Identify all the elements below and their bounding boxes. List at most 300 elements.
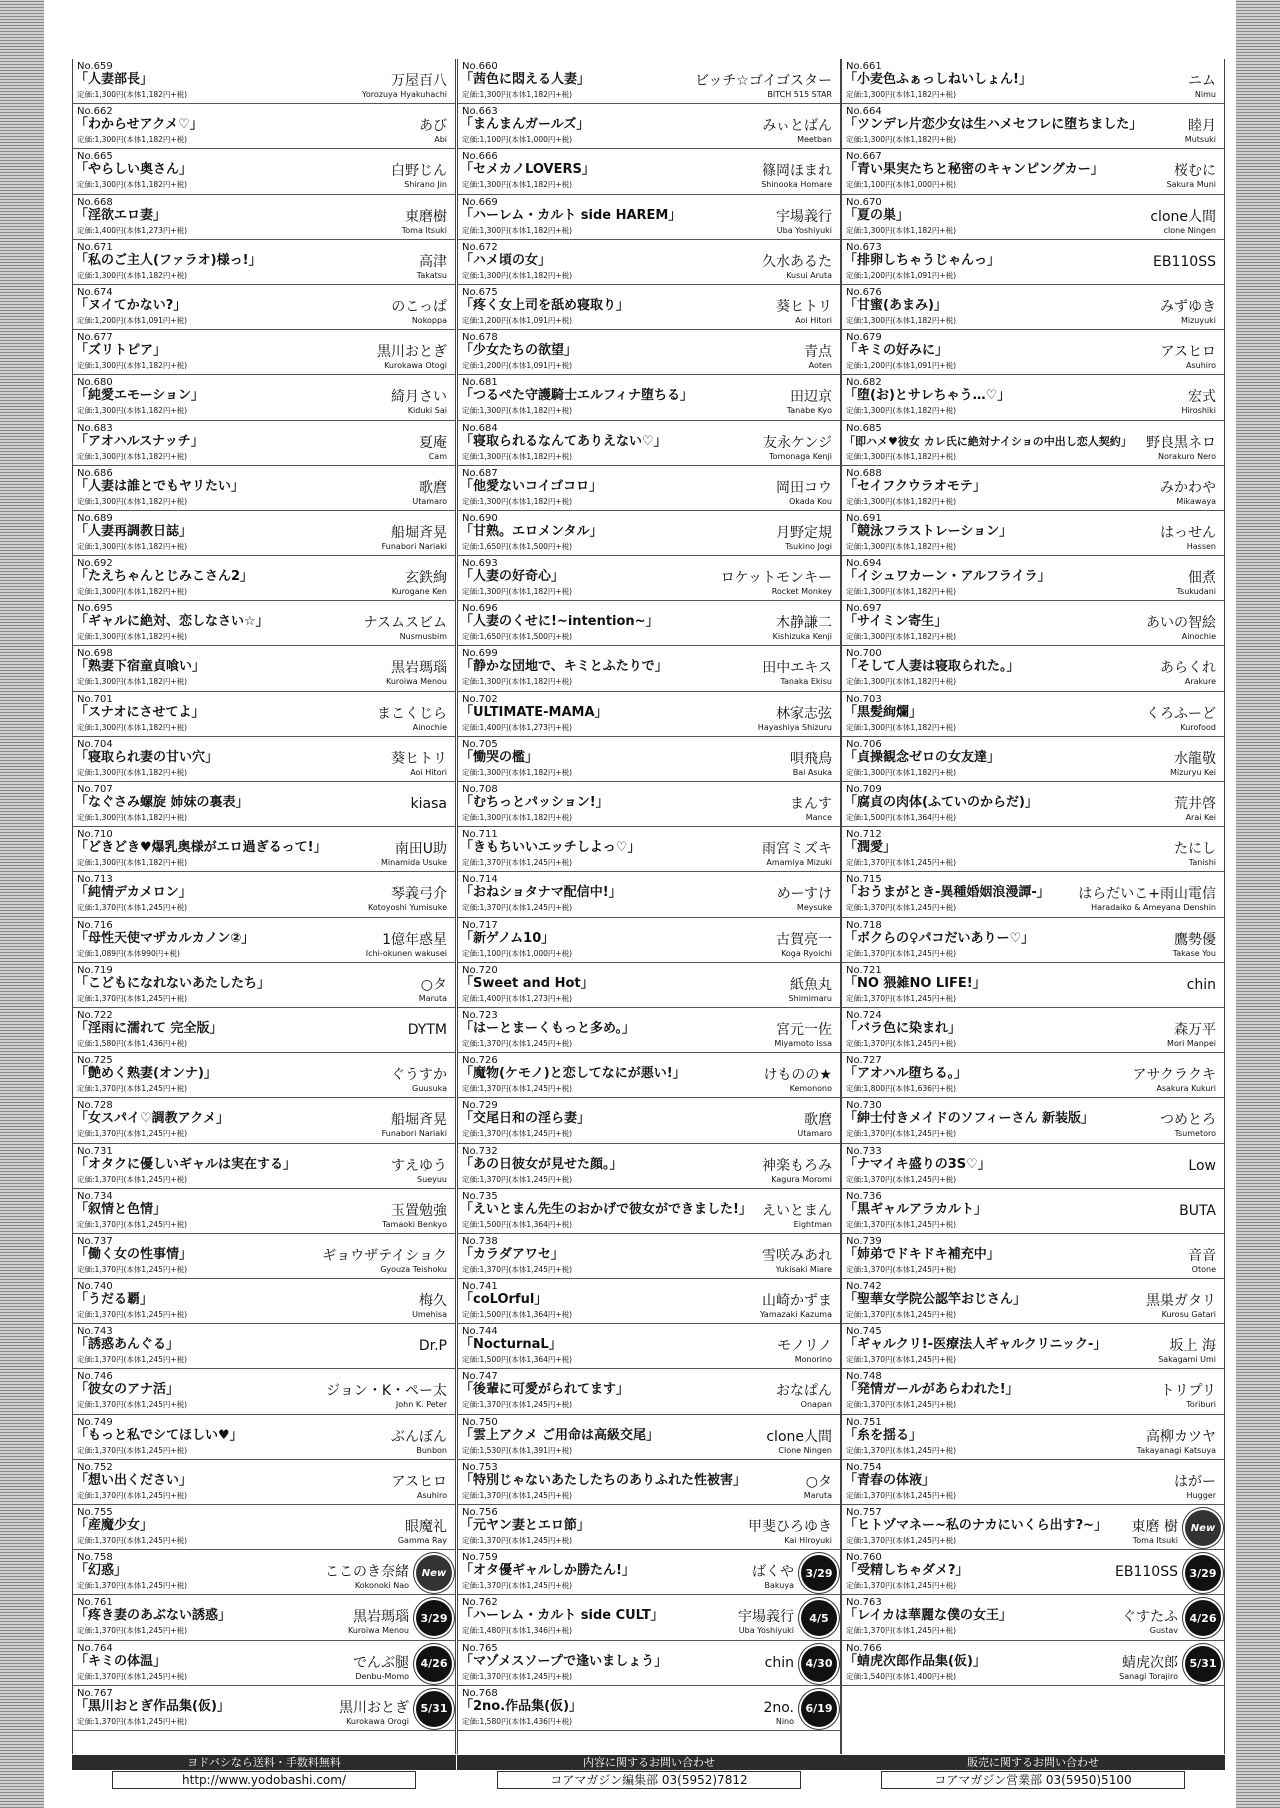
book-title: 「おうまがとき-異種婚姻浪漫譚-」 (844, 885, 1050, 901)
author-romaji: Asuhiro (1185, 361, 1216, 371)
author-name: ロケットモンキー (720, 570, 832, 587)
book-price: 定価:1,370円(本体1,245円+税) (77, 1445, 188, 1455)
author-romaji: Hugger (1186, 1490, 1216, 1500)
list-item (73, 330, 455, 375)
author-romaji: Shinooka Homare (761, 180, 832, 190)
list-item (458, 59, 840, 104)
list-item (458, 1369, 840, 1414)
list-item (73, 1189, 455, 1234)
author-name: 宮元一佐 (776, 1021, 832, 1038)
author-name: 野良黒ネロ (1146, 434, 1216, 451)
book-title: 「ナマイキ盛りの3S♡」 (844, 1156, 991, 1172)
book-title: 「スナオにさせてよ」 (75, 704, 205, 720)
author-name: はっせん (1160, 524, 1216, 541)
author-romaji: Kishizuka Kenji (772, 632, 832, 642)
author-romaji: Umehisa (412, 1310, 447, 1320)
catalog-number: No.713 (77, 874, 113, 886)
book-title: 「小麦色ふぁっしねいしょん!」 (844, 72, 1032, 87)
book-title: 「特別じゃないあたしたちのありふれた性被害」 (460, 1472, 747, 1488)
book-title: 「NocturnaL」 (460, 1337, 562, 1353)
list-item (458, 1505, 840, 1550)
catalog-number: No.761 (77, 1597, 113, 1609)
list-item (73, 1324, 455, 1369)
book-price: 定価:1,300円(本体1,182円+税) (77, 496, 188, 506)
book-title: 「おねショタナマ配信中!」 (460, 885, 622, 901)
release-date-badge: 3/29 (801, 1555, 837, 1591)
author-romaji: Uba Yoshiyuki (776, 225, 832, 235)
book-price: 定価:1,100円(本体1,000円+税) (462, 135, 573, 145)
author-romaji: Funabori Nariaki (381, 1129, 447, 1139)
list-item (842, 646, 1224, 691)
author-romaji: clone Ningen (1163, 225, 1216, 235)
book-title: 「少女たちの欲望」 (460, 343, 578, 359)
author-name: ばくや (752, 1564, 794, 1581)
list-item (842, 1505, 1224, 1550)
author-name: BUTA (1179, 1202, 1216, 1219)
list-item (842, 104, 1224, 149)
book-price: 定価:1,370円(本体1,245円+税) (846, 1445, 957, 1455)
author-romaji: Okada Kou (788, 496, 832, 506)
book-title: 「淫雨に濡れて 完全版」 (75, 1020, 223, 1036)
author-romaji: Mizuryu Kei (1169, 767, 1216, 777)
list-item (842, 195, 1224, 240)
book-price: 定価:1,370円(本体1,245円+税) (77, 1400, 188, 1410)
book-title: 「私のご主人(ファラオ)様っ!」 (75, 252, 262, 268)
book-title: 「熟妻下宿童貞喰い」 (75, 659, 206, 675)
book-title: 「魔物(ケモノ)と恋してなにが悪い!」 (460, 1066, 686, 1082)
book-price: 定価:1,300円(本体1,182円+税) (77, 270, 188, 280)
book-price: 定価:1,370円(本体1,245円+税) (77, 1355, 188, 1365)
list-item (458, 646, 840, 691)
author-name: 葵ヒトリ (391, 750, 447, 767)
catalog-number: No.708 (462, 784, 498, 795)
list-item (458, 1144, 840, 1189)
catalog-number: No.674 (77, 286, 113, 298)
author-romaji: Tanaka Ekisu (780, 677, 832, 687)
author-romaji: Koga Ryoichi (781, 948, 832, 958)
author-romaji: Kotoyoshi Yumisuke (368, 903, 447, 913)
author-romaji: Nusmusbim (399, 632, 447, 642)
book-price: 定価:1,300円(本体1,182円+税) (462, 587, 573, 597)
right-margin-pattern (1236, 0, 1280, 1808)
catalog-number: No.707 (77, 784, 113, 795)
book-price: 定価:1,500円(本体1,364円+税) (462, 1219, 573, 1229)
list-item (458, 511, 840, 556)
list-item (458, 556, 840, 601)
catalog-number: No.703 (846, 693, 882, 705)
author-romaji: Arakure (1184, 677, 1216, 687)
author-romaji: Denbu-Momo (355, 1671, 409, 1681)
book-title: 「淫欲エロ妻」 (75, 207, 167, 223)
author-name: 東磨樹 (405, 208, 447, 225)
book-title: 「他愛ないコイゴコロ」 (460, 478, 603, 494)
list-item (842, 59, 1224, 104)
author-name: kiasa (410, 796, 447, 812)
author-name: くろふーど (1146, 705, 1216, 722)
author-name: 玉置勉強 (391, 1202, 447, 1219)
catalog-number: No.717 (462, 919, 498, 931)
catalog-number: No.719 (77, 964, 113, 976)
author-romaji: Yamazaki Kazuma (760, 1310, 832, 1320)
author-romaji: Kuroiwa Menou (348, 1626, 409, 1636)
list-item (842, 1595, 1224, 1640)
book-price: 定価:1,300円(本体1,182円+税) (77, 722, 188, 732)
book-title: 「わからせアクメ♡」 (75, 117, 203, 133)
contact-box-1 (72, 1755, 456, 1791)
catalog-number: No.767 (77, 1687, 113, 1699)
author-romaji: Mizuyuki (1180, 315, 1216, 325)
book-title: 「オタクに優しいギャルは実在する」 (75, 1156, 297, 1172)
new-badge: New (416, 1555, 452, 1591)
book-price: 定価:1,370円(本体1,245円+税) (462, 903, 573, 913)
book-title: 「後輩に可愛がられてます」 (460, 1382, 630, 1398)
book-price: 定価:1,300円(本体1,182円+税) (846, 722, 957, 732)
catalog-number: No.725 (77, 1055, 113, 1067)
store-url-link[interactable]: http://www.yodobashi.com/ (112, 1771, 416, 1789)
author-name: えいとまん (762, 1202, 832, 1219)
catalog-column-1 (72, 59, 456, 1754)
release-date-badge: 5/31 (416, 1691, 452, 1727)
book-title: 「2no.作品集(仮)」 (460, 1698, 583, 1714)
author-name: 鷹勢優 (1174, 931, 1216, 948)
catalog-number: No.729 (462, 1100, 498, 1112)
book-title: 「純愛エモーション」 (75, 388, 204, 404)
book-price: 定価:1,370円(本体1,245円+税) (77, 1219, 188, 1229)
book-title: 「オタ優ギャルしか勝たん!」 (460, 1563, 635, 1579)
book-title: 「ULTIMATE-MAMA」 (460, 704, 608, 720)
catalog-number: No.688 (846, 467, 882, 479)
author-romaji: Meysuke (796, 903, 832, 913)
author-romaji: Sanagi Torajiro (1119, 1671, 1178, 1681)
catalog-number: No.731 (77, 1145, 113, 1157)
book-price: 定価:1,300円(本体1,182円+税) (462, 270, 573, 280)
book-price: 定価:1,370円(本体1,245円+税) (846, 1400, 957, 1410)
catalog-number: No.762 (462, 1597, 498, 1609)
list-item (73, 1550, 455, 1595)
author-romaji: Takayanagi Katsuya (1136, 1445, 1216, 1455)
catalog-number: No.695 (77, 603, 113, 615)
book-title: 「どきどき♥爆乳奥様がエロ過ぎるって!」 (75, 840, 327, 856)
author-romaji: Bunbon (416, 1445, 447, 1455)
book-price: 定価:1,300円(本体1,182円+税) (462, 813, 573, 822)
catalog-number: No.702 (462, 693, 498, 705)
author-romaji: Asuhiro (416, 1490, 447, 1500)
book-price: 定価:1,300円(本体1,182円+税) (77, 135, 188, 145)
author-romaji: Toma Itsuki (1132, 1536, 1178, 1545)
author-name: トリプリ (1160, 1383, 1216, 1400)
catalog-number: No.742 (846, 1281, 882, 1293)
catalog-number: No.701 (77, 693, 113, 705)
author-name: ニム (1188, 73, 1216, 89)
catalog-number: No.744 (462, 1326, 498, 1338)
book-price: 定価:1,370円(本体1,245円+税) (462, 1084, 573, 1094)
catalog-number: No.734 (77, 1190, 113, 1202)
list-item (73, 646, 455, 691)
book-title: 「黒川おとぎ作品集(仮)」 (75, 1698, 230, 1714)
author-romaji: Takase You (1172, 948, 1216, 958)
catalog-number: No.747 (462, 1371, 498, 1383)
list-item (842, 1144, 1224, 1189)
author-name: 黒岩瑪瑙 (353, 1609, 409, 1626)
author-name: 歌麿 (419, 479, 447, 496)
catalog-number: No.704 (77, 738, 113, 750)
book-title: 「蜻虎次郎作品集(仮)」 (844, 1653, 986, 1669)
catalog-number: No.693 (462, 558, 498, 570)
book-title: 「寝取られ妻の甘い穴」 (75, 749, 219, 765)
author-romaji: Yorozuya Hyakuhachi (362, 90, 447, 99)
author-name: chin (764, 1654, 794, 1671)
catalog-number: No.705 (462, 738, 498, 750)
book-title: 「紳士付きメイドのソフィーさん 新装版」 (844, 1111, 1094, 1127)
list-item (458, 1550, 840, 1595)
catalog-number: No.686 (77, 467, 113, 479)
list-item (842, 466, 1224, 511)
catalog-number: No.711 (462, 829, 498, 841)
author-romaji: Mutsuki (1184, 135, 1216, 145)
book-price: 定価:1,370円(本体1,245円+税) (77, 1581, 188, 1591)
book-title: 「甘熟。エロメンタル」 (460, 523, 603, 539)
book-title: 「糸を揺る」 (844, 1427, 923, 1443)
author-name: モノリノ (777, 1338, 832, 1355)
book-price: 定価:1,370円(本体1,245円+税) (846, 948, 957, 958)
contact-box-2 (457, 1755, 841, 1791)
author-romaji: Rocket Monkey (771, 587, 832, 597)
catalog-number: No.663 (462, 106, 498, 118)
catalog-number: No.736 (846, 1190, 882, 1202)
list-item (458, 692, 840, 737)
catalog-number: No.698 (77, 648, 113, 660)
catalog-number: No.681 (462, 377, 498, 389)
author-name: つめとろ (1160, 1112, 1216, 1129)
author-romaji: Gyouza Teishoku (380, 1264, 447, 1274)
book-price: 定価:1,300円(本体1,182円+税) (462, 451, 573, 461)
list-item (73, 1505, 455, 1550)
list-item (458, 1279, 840, 1324)
catalog-number: No.755 (77, 1507, 113, 1518)
author-name: 葵ヒトリ (776, 298, 832, 315)
book-title: 「セメカノLOVERS」 (460, 162, 595, 178)
book-title: 「そして人妻は寝取られた。」 (844, 659, 1020, 675)
book-price: 定価:1,300円(本体1,182円+税) (77, 541, 188, 551)
book-price: 定価:1,370円(本体1,245円+税) (77, 1490, 188, 1500)
list-item (73, 240, 455, 285)
left-margin-pattern (0, 0, 44, 1808)
author-romaji: Sakura Muni (1166, 180, 1216, 190)
book-title: 「もっと私でシてほしい♥」 (75, 1427, 243, 1443)
author-name: 水龍敬 (1174, 750, 1216, 767)
book-title: 「発情ガールがあらわれた!」 (844, 1382, 1019, 1398)
catalog-number: No.720 (462, 964, 498, 976)
book-price: 定価:1,400円(本体1,273円+税) (462, 993, 573, 1003)
book-price: 定価:1,370円(本体1,245円+税) (846, 1219, 957, 1229)
book-title: 「カラダアワセ」 (460, 1246, 564, 1262)
book-title: 「サイミン寄生」 (844, 614, 948, 630)
list-item (458, 330, 840, 375)
book-price: 定価:1,300円(本体1,182円+税) (846, 677, 957, 687)
catalog-number: No.718 (846, 919, 882, 931)
list-item (842, 692, 1224, 737)
catalog-number: No.682 (846, 377, 882, 389)
author-name: アサクラクキ (1132, 1067, 1216, 1084)
list-item (842, 1641, 1224, 1686)
release-date-badge: 4/30 (801, 1646, 837, 1682)
book-title: 「ズリトピア」 (75, 343, 167, 359)
catalog-number: No.740 (77, 1281, 113, 1293)
list-item (73, 1369, 455, 1414)
catalog-column-2 (457, 59, 841, 1754)
list-item (842, 1369, 1224, 1414)
author-name: 雪咲みあれ (762, 1247, 832, 1264)
list-item (73, 1234, 455, 1279)
author-name: 宇場義行 (776, 208, 832, 225)
list-item (458, 918, 840, 963)
list-item (842, 421, 1224, 466)
book-title: 「想い出ください」 (75, 1472, 193, 1488)
list-item (73, 1415, 455, 1460)
book-title: 「青春の体液」 (844, 1472, 936, 1488)
book-price: 定価:1,500円(本体1,364円+税) (462, 1355, 573, 1365)
author-romaji: Haradaiko & Ameyana Denshin (1091, 903, 1216, 913)
catalog-number: No.680 (77, 377, 113, 389)
list-item (458, 963, 840, 1008)
book-price: 定価:1,300円(本体1,182円+税) (462, 406, 573, 416)
book-title: 「まんまんガールズ」 (460, 117, 590, 133)
author-romaji: Maruta (418, 993, 447, 1003)
author-name: 黒川おとぎ (339, 1699, 409, 1716)
author-romaji: Kuroiwa Menou (386, 677, 447, 687)
catalog-number: No.694 (846, 558, 882, 570)
list-item (73, 195, 455, 240)
list-item (842, 782, 1224, 827)
book-title: 「聖華女学院公認竿おじさん」 (844, 1292, 1027, 1308)
author-romaji: Tomonaga Kenji (769, 451, 832, 461)
catalog-number: No.716 (77, 919, 113, 931)
author-romaji: Gamma Ray (397, 1536, 447, 1545)
list-item (458, 1053, 840, 1098)
author-name: 東磨 樹 (1131, 1519, 1178, 1535)
author-name: ギョウザテイショク (322, 1247, 447, 1264)
book-title: 「元ヤン妻とエロ節」 (460, 1518, 590, 1533)
catalog-number: No.697 (846, 603, 882, 615)
book-title: 「人妻再調教日誌」 (75, 523, 193, 539)
author-romaji: Monorino (794, 1355, 832, 1365)
book-price: 定価:1,370円(本体1,245円+税) (846, 1581, 957, 1591)
list-item (458, 421, 840, 466)
author-name: 船堀斉晃 (391, 1112, 447, 1129)
list-item (73, 692, 455, 737)
author-name: 甲斐ひろゆき (748, 1519, 832, 1535)
list-item (73, 827, 455, 872)
release-date-badge: 5/31 (1185, 1646, 1221, 1682)
catalog-number: No.685 (846, 422, 882, 434)
author-name: おなぱん (776, 1383, 832, 1400)
list-item (73, 872, 455, 917)
list-item (842, 240, 1224, 285)
catalog-number: No.752 (77, 1461, 113, 1473)
book-title: 「排卵しちゃうじゃんっ」 (844, 252, 1001, 268)
author-name: DYTM (407, 1021, 447, 1038)
author-romaji: Uba Yoshiyuki (738, 1626, 794, 1636)
list-item (842, 1415, 1224, 1460)
book-title: 「はーとまーくもっと多め。」 (460, 1020, 635, 1036)
author-name: 黒岩瑪瑙 (391, 660, 447, 677)
list-item (458, 285, 840, 330)
list-item (73, 556, 455, 601)
book-title: 「ギャルクリ!-医療法人ギャルクリニック-」 (844, 1337, 1107, 1353)
book-title: 「静かな団地で、キミとふたりで」 (460, 659, 668, 675)
author-romaji: Kurokawa Otogi (384, 361, 447, 371)
author-romaji: Arai Kei (1185, 813, 1216, 822)
contact-footer (72, 1755, 1236, 1791)
author-romaji: Aoten (808, 361, 832, 371)
list-item (73, 285, 455, 330)
catalog-number: No.758 (77, 1552, 113, 1564)
author-name: chin (1186, 976, 1216, 993)
book-price: 定価:1,370円(本体1,245円+税) (846, 1626, 957, 1636)
list-item (73, 1053, 455, 1098)
release-date-badge: 3/29 (416, 1600, 452, 1636)
book-price: 定価:1,370円(本体1,245円+税) (77, 1626, 188, 1636)
list-item (73, 963, 455, 1008)
author-romaji: Funabori Nariaki (381, 541, 447, 551)
author-name: 船堀斉晃 (391, 524, 447, 541)
author-name: ○タ (420, 976, 447, 993)
book-price: 定価:1,370円(本体1,245円+税) (462, 1490, 573, 1500)
catalog-number: No.677 (77, 332, 113, 344)
author-romaji: Kiduki Sai (407, 406, 447, 416)
book-title: 「イシュワカーン・アルフライラ」 (844, 569, 1051, 585)
book-title: 「ハメ頃の女」 (460, 252, 552, 268)
book-title: 「うだる覇」 (75, 1292, 154, 1308)
book-price: 定価:1,370円(本体1,245円+税) (462, 1400, 573, 1410)
book-price: 定価:1,100円(本体1,000円+税) (462, 948, 573, 958)
book-title: 「ハーレム・カルト side HAREM」 (460, 207, 682, 223)
list-item (842, 601, 1224, 646)
catalog-number: No.738 (462, 1235, 498, 1247)
author-name: まこくじら (377, 705, 447, 722)
contact-phone: コアマガジン営業部 03(5950)5100 (881, 1771, 1185, 1789)
list-item (73, 466, 455, 511)
list-item (458, 1008, 840, 1053)
author-romaji: Nokoppa (411, 315, 447, 325)
list-item (73, 918, 455, 963)
list-item (842, 285, 1224, 330)
author-name: 林家志弦 (776, 705, 832, 722)
catalog-number: No.670 (846, 196, 882, 208)
author-name: 唄飛鳥 (790, 750, 832, 767)
book-price: 定価:1,089円(本体990円+税) (77, 948, 180, 958)
book-price: 定価:1,370円(本体1,245円+税) (846, 1490, 957, 1500)
author-romaji: Aoi Hitori (795, 315, 832, 325)
book-price: 定価:1,200円(本体1,091円+税) (77, 315, 188, 325)
list-item (842, 872, 1224, 917)
author-romaji: Sakagami Umi (1158, 1355, 1216, 1365)
list-item (458, 872, 840, 917)
book-title: 「姉弟でドキドキ補充中」 (844, 1246, 1000, 1262)
list-item (458, 1324, 840, 1369)
book-title: 「茜色に悶える人妻」 (460, 72, 591, 87)
author-name: みぃとばん (762, 118, 832, 135)
book-price: 定価:1,370円(本体1,245円+税) (77, 993, 188, 1003)
list-item (842, 1460, 1224, 1505)
catalog-number: No.760 (846, 1552, 882, 1564)
list-item (73, 1595, 455, 1640)
author-romaji: Kokonoki Nao (354, 1581, 409, 1591)
list-item (458, 601, 840, 646)
catalog-number: No.765 (462, 1642, 498, 1654)
book-price: 定価:1,300円(本体1,182円+税) (77, 632, 188, 642)
book-price: 定価:1,200円(本体1,091円+税) (462, 315, 573, 325)
